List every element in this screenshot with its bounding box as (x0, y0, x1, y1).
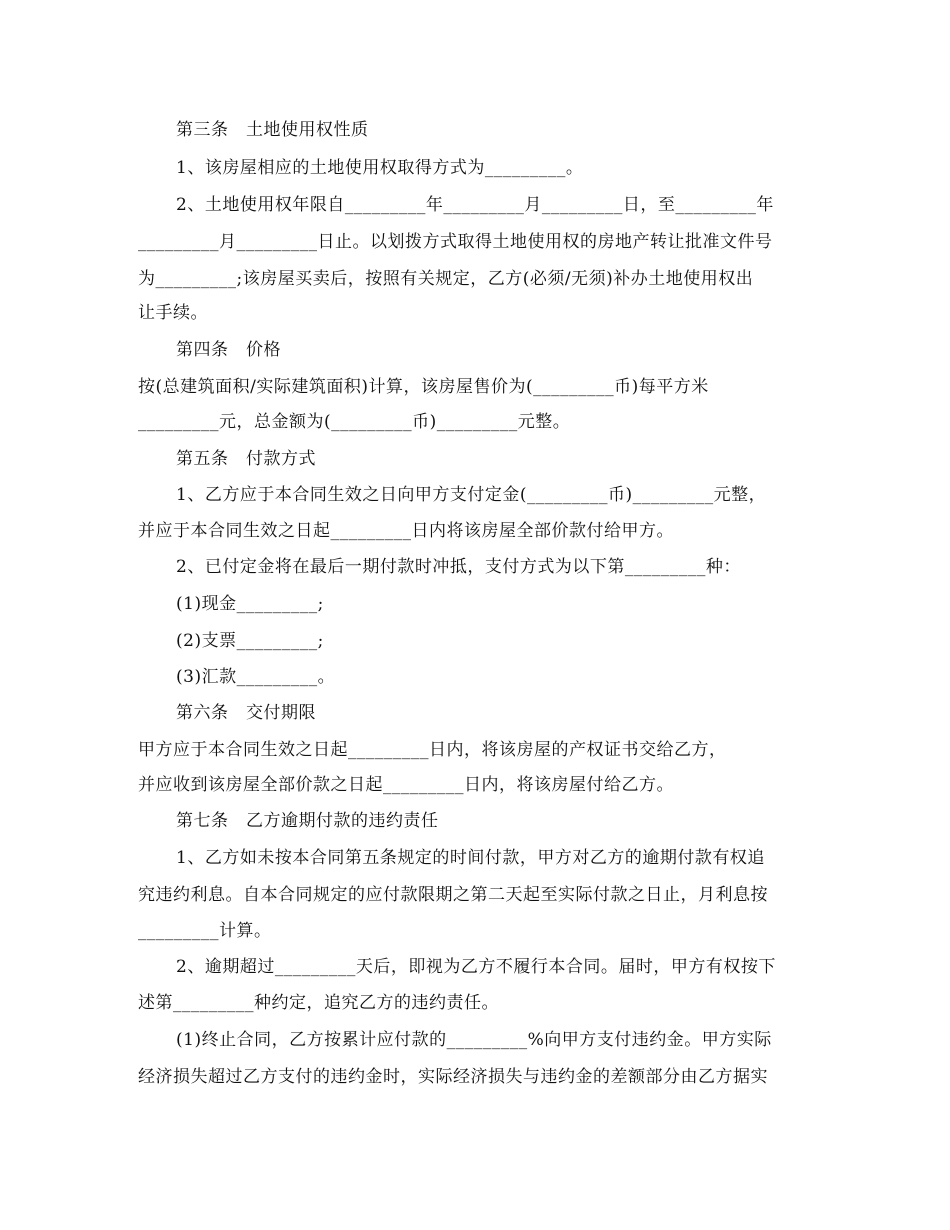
text-line: 并应收到该房屋全部价款之日起_________日内，将该房屋付给乙方。 (138, 775, 674, 795)
article-4-heading: 第四条 价格 (176, 340, 281, 360)
text-line: 2、土地使用权年限自_________年_________月_________日，至_________年 (176, 195, 774, 215)
text-line: 究违约利息。自本合同规定的应付款限期之第二天起至实际付款之日止，月利息按 (138, 885, 768, 905)
text-line: _________月_________日止。以划拨方式取得土地使用权的房地产转让批准文件号 (138, 232, 773, 252)
text-line: 为_________;该房屋买卖后，按照有关规定，乙方(必须/无须)补办土地使用权出 (138, 269, 754, 289)
list-item: (2)支票_________; (176, 631, 324, 651)
text-line: (1)终止合同，乙方按累计应付款的_________%向甲方支付违约金。甲方实际 (176, 1030, 772, 1050)
article-6-heading: 第六条 交付期限 (176, 703, 316, 723)
text-line: _________元，总金额为(_________币)_________元整。 (138, 412, 571, 432)
article-7-heading: 第七条 乙方逾期付款的违约责任 (176, 811, 439, 831)
text-line: 1、该房屋相应的土地使用权取得方式为_________。 (176, 158, 584, 178)
text-line: _________计算。 (138, 921, 272, 941)
text-line: 甲方应于本合同生效之日起_________日内，将该房屋的产权证书交给乙方， (138, 740, 727, 760)
text-line: 1、乙方应于本合同生效之日向甲方支付定金(_________币)_________元整， (176, 485, 767, 505)
list-item: (3)汇款_________。 (176, 667, 336, 687)
article-3-heading: 第三条 土地使用权性质 (176, 120, 369, 140)
list-item: (1)现金_________; (176, 594, 324, 614)
text-line: 述第_________种约定，追究乙方的违约责任。 (138, 993, 499, 1013)
text-line: 2、逾期超过_________天后，即视为乙方不履行本合同。届时，甲方有权按下 (176, 957, 776, 977)
article-5-heading: 第五条 付款方式 (176, 449, 316, 469)
text-line: 并应于本合同生效之日起_________日内将该房屋全部价款付给甲方。 (138, 521, 674, 541)
text-line: 经济损失超过乙方支付的违约金时，实际经济损失与违约金的差额部分由乙方据实 (138, 1067, 768, 1087)
text-line: 2、已付定金将在最后一期付款时冲抵，支付方式为以下第_________种： (176, 557, 741, 577)
text-line: 按(总建筑面积/实际建筑面积)计算，该房屋售价为(_________币)每平方米 (138, 377, 709, 397)
text-line: 1、乙方如未按本合同第五条规定的时间付款，甲方对乙方的逾期付款有权追 (176, 848, 765, 868)
text-line: 让手续。 (138, 303, 208, 323)
